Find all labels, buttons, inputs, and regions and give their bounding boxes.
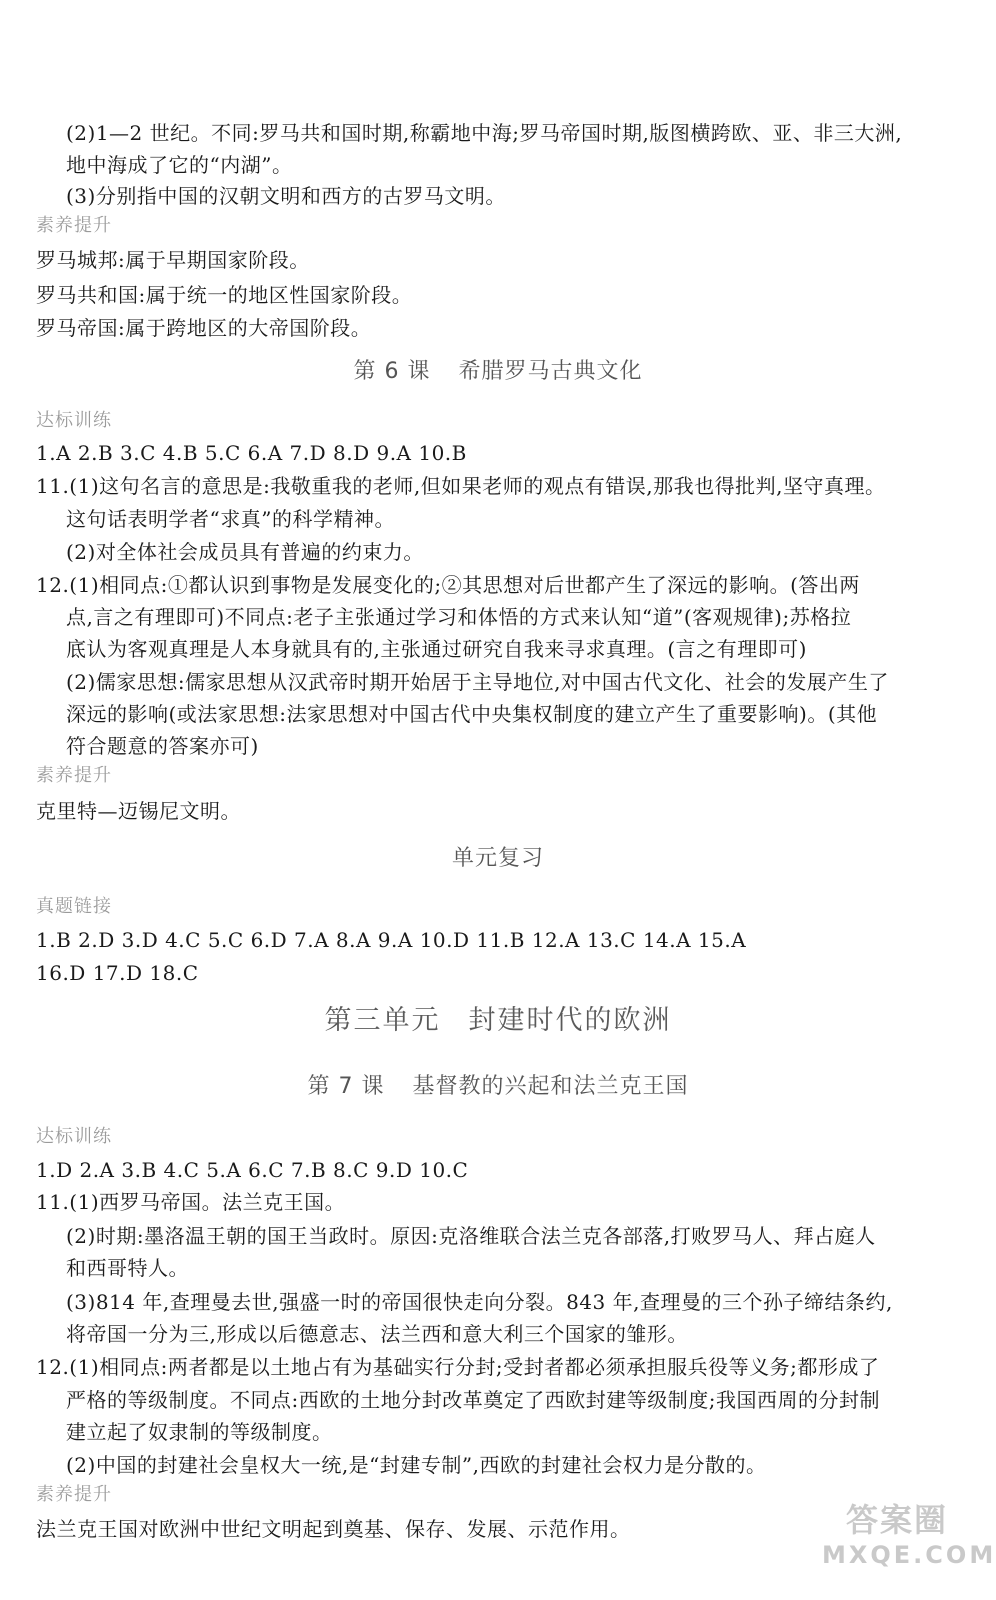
text-line: 深远的影响(或法家思想:法家思想对中国古代中央集权制度的建立产生了重要影响)。(其他 xyxy=(66,702,878,726)
text-line: 克里特—迈锡尼文明。 xyxy=(36,799,241,823)
answer-row: 1.B 2.D 3.D 4.C 5.C 6.D 7.A 8.A 9.A 10.D 11.B 12.A 13.C 14.A 15.A xyxy=(36,928,747,952)
text-line: 12.(1)相同点:两者都是以土地占有为基础实行分封;受封者都必须承担服兵役等义务;都形成了 xyxy=(36,1355,880,1379)
unit-review-heading: 单元复习 xyxy=(451,846,544,871)
text-line: 和西哥特人。 xyxy=(66,1256,189,1280)
text-line: 点,言之有理即可)不同点:老子主张通过学习和体悟的方式来认知“道”(客观规律);苏格拉 xyxy=(66,605,852,629)
answer-row: 16.D 17.D 18.C xyxy=(36,961,199,985)
watermark-url: MXQE.COM xyxy=(822,1541,996,1569)
section-label: 素养提升 xyxy=(36,765,112,786)
answer-row: 1.A 2.B 3.C 4.B 5.C 6.A 7.D 8.D 9.A 10.B xyxy=(36,441,467,465)
text-line: (2)1—2 世纪。不同:罗马共和国时期,称霸地中海;罗马帝国时期,版图横跨欧、亚、非三大洲, xyxy=(66,121,903,145)
lesson-7-title: 基督教的兴起和法兰克王国 xyxy=(412,1074,689,1099)
text-line: 符合题意的答案亦可) xyxy=(66,734,259,758)
text-line: (2)时期:墨洛温王朝的国王当政时。原因:克洛维联合法兰克各部落,打败罗马人、拜占庭人 xyxy=(66,1224,876,1248)
unit-3-title: 封建时代的欧洲 xyxy=(468,1005,672,1036)
lesson-7-number: 第 7 课 xyxy=(307,1074,385,1099)
unit-3-number: 第三单元 xyxy=(324,1005,441,1036)
section-label: 达标训练 xyxy=(36,410,112,431)
section-label: 真题链接 xyxy=(36,896,112,917)
unit-3-heading xyxy=(0,1004,996,1038)
text-line: 11.(1)西罗马帝国。法兰克王国。 xyxy=(36,1190,346,1214)
text-line: (3)814 年,查理曼去世,强盛一时的帝国很快走向分裂。843 年,查理曼的三个孙子缔结条约, xyxy=(66,1290,893,1314)
section-label: 素养提升 xyxy=(36,1484,112,1505)
section-label: 达标训练 xyxy=(36,1126,112,1147)
text-line: 罗马帝国:属于跨地区的大帝国阶段。 xyxy=(36,316,372,340)
text-line: (3)分别指中国的汉朝文明和西方的古罗马文明。 xyxy=(66,184,506,208)
text-line: 将帝国一分为三,形成以后德意志、法兰西和意大利三个国家的雏形。 xyxy=(66,1322,688,1346)
answer-row: 1.D 2.A 3.B 4.C 5.A 6.C 7.B 8.C 9.D 10.C xyxy=(36,1158,469,1182)
text-line: (2)对全体社会成员具有普遍的约束力。 xyxy=(66,540,424,564)
text-line: 12.(1)相同点:①都认识到事物是发展变化的;②其思想对后世都产生了深远的影响。(答出两 xyxy=(36,573,860,597)
section-label: 素养提升 xyxy=(36,215,112,236)
text-line: (2)儒家思想:儒家思想从汉武帝时期开始居于主导地位,对中国古代文化、社会的发展产生了 xyxy=(66,670,889,694)
text-line: 建立起了奴隶制的等级制度。 xyxy=(66,1420,333,1444)
watermark-logo xyxy=(822,1500,996,1580)
text-line: (2)中国的封建社会皇权大一统,是“封建专制”,西欧的封建社会权力是分散的。 xyxy=(66,1453,767,1477)
watermark-title: 答案圈 xyxy=(845,1501,948,1539)
text-line: 罗马城邦:属于早期国家阶段。 xyxy=(36,248,310,272)
lesson-6-heading xyxy=(0,358,996,386)
text-line: 严格的等级制度。不同点:西欧的土地分封改革奠定了西欧封建等级制度;我国西周的分封制 xyxy=(66,1388,880,1412)
lesson-7-heading xyxy=(0,1073,996,1101)
text-line: 11.(1)这句名言的意思是:我敬重我的老师,但如果老师的观点有错误,那我也得批判,坚守真理。 xyxy=(36,474,886,498)
text-line: 罗马共和国:属于统一的地区性国家阶段。 xyxy=(36,283,413,307)
text-line: 这句话表明学者“求真”的科学精神。 xyxy=(66,507,395,531)
text-line: 底认为客观真理是人本身就具有的,主张通过研究自我来寻求真理。(言之有理即可) xyxy=(66,637,807,661)
text-line: 地中海成了它的“内湖”。 xyxy=(66,153,293,177)
text-line: 法兰克王国对欧洲中世纪文明起到奠基、保存、发展、示范作用。 xyxy=(36,1517,631,1541)
lesson-6-title: 希腊罗马古典文化 xyxy=(458,359,643,384)
lesson-6-number: 第 6 课 xyxy=(353,359,431,384)
